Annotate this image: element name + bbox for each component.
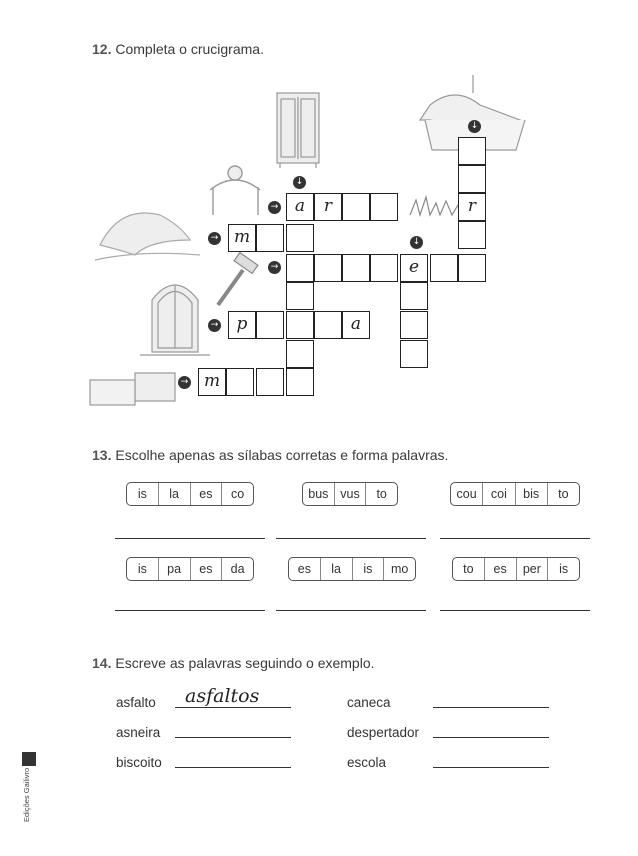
syllable[interactable]: bis	[516, 483, 548, 505]
answer-line[interactable]	[115, 538, 265, 539]
arrow-right-icon: →	[208, 232, 221, 245]
arrow-down-icon: ↓	[410, 236, 423, 249]
arrow-right-icon: →	[268, 201, 281, 214]
syllable[interactable]: mo	[390, 562, 409, 576]
syllable[interactable]: es	[191, 483, 223, 505]
crossword-cell[interactable]	[256, 368, 284, 396]
syllable[interactable]: bus	[303, 483, 335, 505]
answer-line[interactable]	[115, 610, 265, 611]
word-asneira: asneira	[116, 725, 161, 740]
syllable-box	[288, 557, 416, 581]
crossword-cell[interactable]	[314, 254, 342, 282]
publisher-name: Edições Gailivro	[22, 767, 31, 822]
word-asfalto: asfalto	[116, 695, 156, 710]
answer-line[interactable]	[440, 610, 590, 611]
crossword-cell[interactable]: m	[198, 368, 226, 396]
crossword-cell[interactable]	[370, 254, 398, 282]
crossword-cell[interactable]	[256, 224, 284, 252]
arrow-right-icon: →	[208, 319, 221, 332]
q14-heading	[92, 655, 375, 671]
crossword-cell[interactable]	[400, 340, 428, 368]
answer-line[interactable]	[433, 737, 549, 738]
crossword-cell[interactable]	[342, 254, 370, 282]
answer-line[interactable]	[175, 767, 291, 768]
crossword-cell[interactable]: e	[400, 254, 428, 282]
q12-title: Completa o crucigrama.	[115, 41, 264, 57]
syllable-box	[452, 557, 580, 581]
syllable[interactable]: is	[559, 562, 569, 576]
syllable-box	[126, 557, 254, 581]
syllable[interactable]: es	[191, 558, 223, 580]
crossword-cell[interactable]	[400, 311, 428, 339]
syllable[interactable]: pa	[159, 558, 191, 580]
q13-heading	[92, 447, 448, 463]
syllable[interactable]: la	[159, 483, 191, 505]
crossword-cell[interactable]: r	[458, 193, 486, 221]
crossword-cell[interactable]	[256, 311, 284, 339]
syllable[interactable]: is	[127, 483, 159, 505]
suitcase-icon	[90, 373, 175, 405]
crossword-cell[interactable]: a	[286, 193, 314, 221]
example-answer: asfaltos	[185, 685, 260, 707]
arrow-down-icon: ↓	[468, 120, 481, 133]
hammer-icon	[218, 253, 258, 305]
crossword-cell[interactable]	[314, 311, 342, 339]
q13-title: Escolhe apenas as sílabas corretas e forma palavras.	[115, 447, 449, 463]
bench-icon	[210, 166, 260, 215]
syllable[interactable]: to	[558, 487, 569, 501]
crossword-cell[interactable]	[458, 221, 486, 249]
answer-line[interactable]	[276, 610, 426, 611]
q14-title: Escreve as palavras seguindo o exemplo.	[115, 655, 375, 671]
crossword-cell[interactable]	[458, 137, 486, 165]
syllable[interactable]: to	[453, 558, 485, 580]
answer-line[interactable]	[175, 737, 291, 738]
syllable[interactable]: da	[230, 562, 245, 576]
crossword-cell[interactable]	[458, 254, 486, 282]
syllable[interactable]: per	[517, 558, 549, 580]
crossword-cell[interactable]	[400, 282, 428, 310]
publisher-logo-icon	[22, 752, 36, 766]
word-despertador: despertador	[347, 725, 420, 740]
syllable[interactable]: to	[376, 487, 387, 501]
answer-line[interactable]	[433, 707, 549, 708]
syllable[interactable]: cou	[451, 483, 483, 505]
crossword-cell[interactable]	[286, 254, 314, 282]
word-caneca: caneca	[347, 695, 391, 710]
crossword-cell[interactable]	[226, 368, 254, 396]
syllable[interactable]: is	[353, 558, 385, 580]
arrow-right-icon: →	[178, 376, 191, 389]
crossword-cell[interactable]	[458, 165, 486, 193]
syllable-box	[302, 482, 398, 506]
crossword-cell[interactable]: m	[228, 224, 256, 252]
wardrobe-icon	[277, 93, 319, 168]
q12-number: 12.	[92, 41, 112, 57]
syllable[interactable]: la	[321, 558, 353, 580]
crossword-cell[interactable]: r	[314, 193, 342, 221]
crossword-cell[interactable]	[342, 193, 370, 221]
arrow-right-icon: →	[268, 261, 281, 274]
crossword-cell[interactable]	[286, 368, 314, 396]
crossword-cell[interactable]: p	[228, 311, 256, 339]
syllable[interactable]: vus	[335, 483, 367, 505]
syllable-box	[126, 482, 254, 506]
crossword-cell[interactable]	[430, 254, 458, 282]
arrow-down-icon: ↓	[293, 176, 306, 189]
syllable-box	[450, 482, 580, 506]
grass-icon	[410, 197, 464, 217]
q13-number: 13.	[92, 447, 112, 463]
answer-line[interactable]	[433, 767, 549, 768]
answer-line[interactable]	[175, 707, 291, 708]
syllable[interactable]: es	[289, 558, 321, 580]
syllable[interactable]: co	[231, 487, 245, 501]
crossword-cell[interactable]	[286, 311, 314, 339]
q12-heading	[92, 41, 264, 57]
door-icon	[140, 285, 210, 355]
crossword-cell[interactable]: a	[342, 311, 370, 339]
word-escola: escola	[347, 755, 387, 770]
crossword-cell[interactable]	[286, 224, 314, 252]
syllable[interactable]: is	[127, 558, 159, 580]
crossword-cell[interactable]	[286, 282, 314, 310]
wave-icon	[95, 213, 200, 260]
answer-line[interactable]	[276, 538, 426, 539]
answer-line[interactable]	[440, 538, 590, 539]
crossword-cell[interactable]	[286, 340, 314, 368]
syllable[interactable]: coi	[483, 483, 515, 505]
crossword-cell[interactable]	[370, 193, 398, 221]
word-biscoito: biscoito	[116, 755, 162, 770]
syllable[interactable]: es	[485, 558, 517, 580]
q14-number: 14.	[92, 655, 112, 671]
